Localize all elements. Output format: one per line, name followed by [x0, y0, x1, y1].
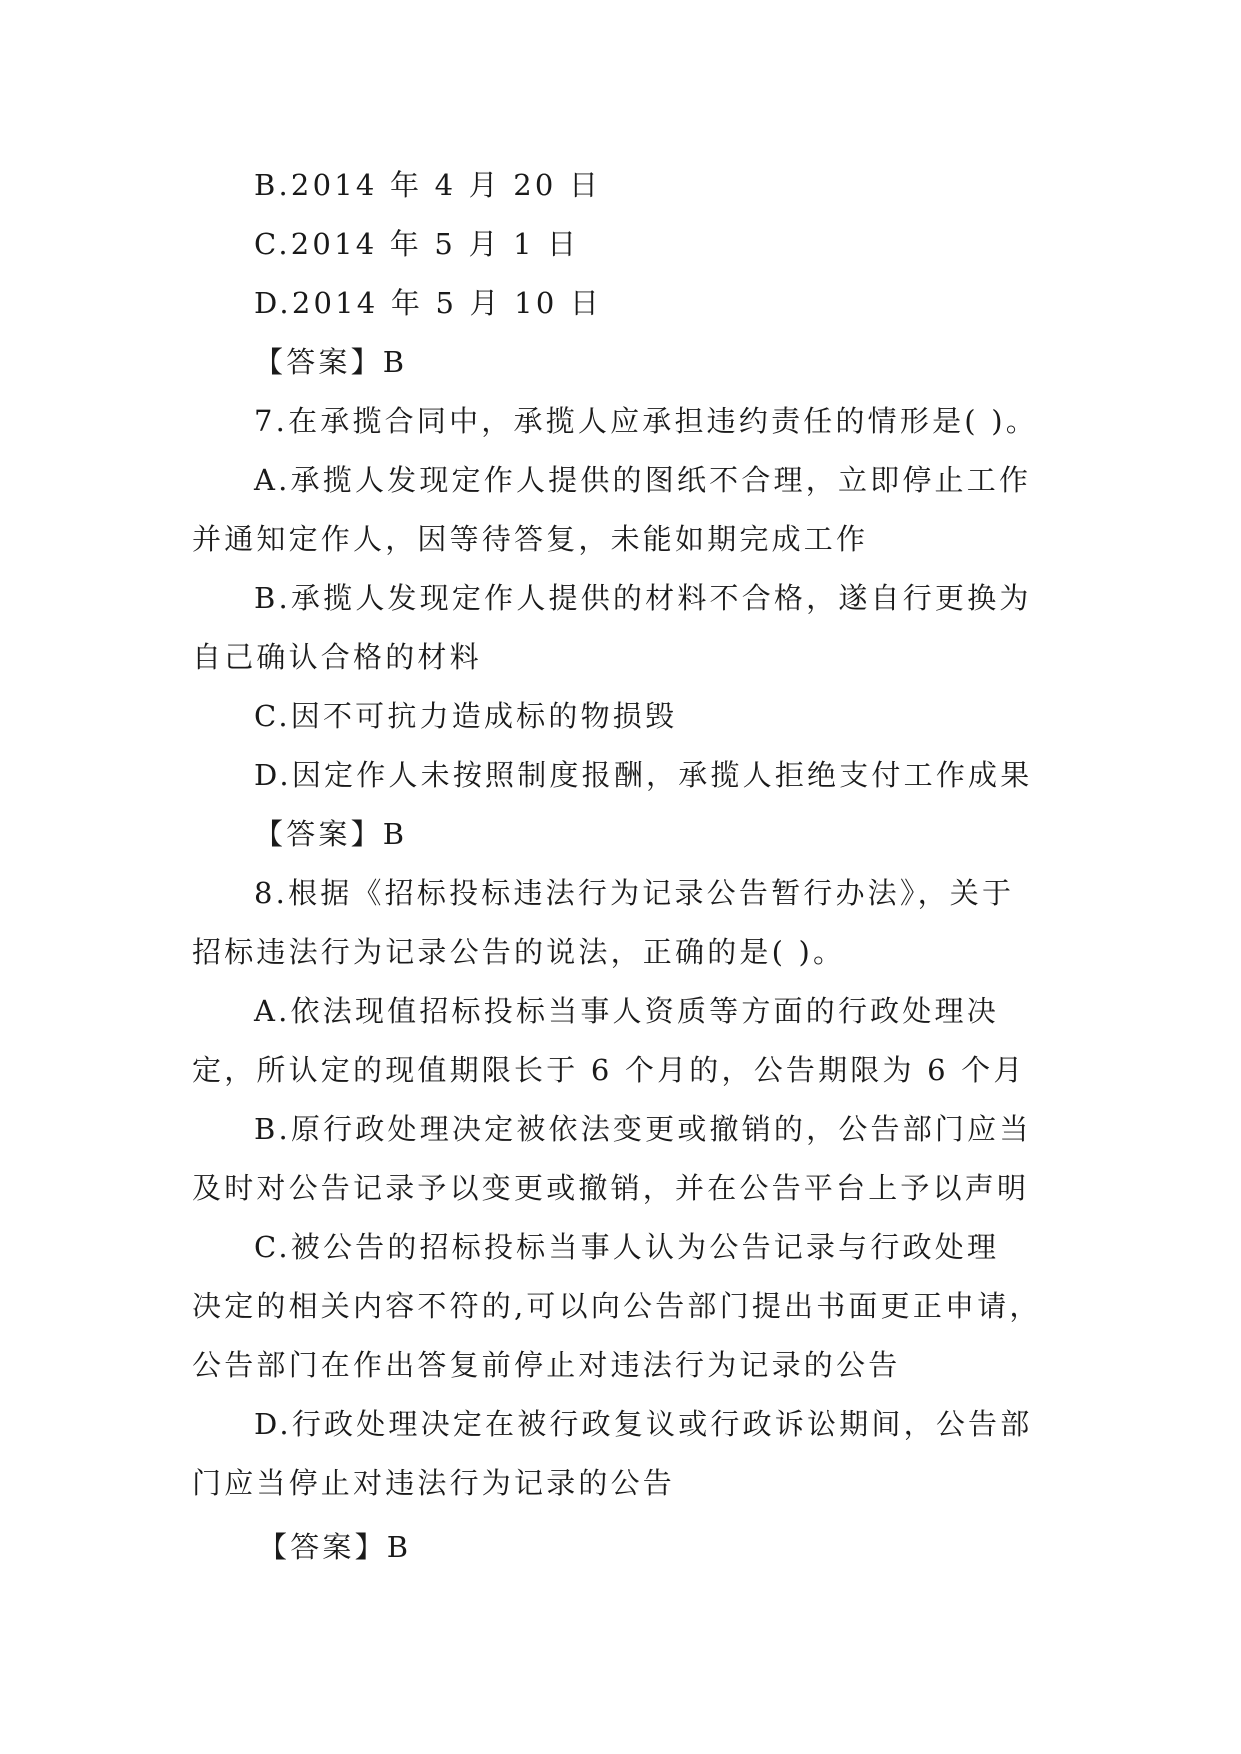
- option-a-q8: A.依法现值招标投标当事人资质等方面的行政处理决: [254, 994, 999, 1028]
- question-7: 7.在承揽合同中，承揽人应承担违约责任的情形是( )。: [254, 404, 1038, 438]
- option-c-q8-cont: 决定的相关内容不符的,可以向公告部门提出书面更正申请，: [192, 1289, 1042, 1323]
- option-b-q8-cont: 及时对公告记录予以变更或撤销，并在公告平台上予以声明: [192, 1171, 1030, 1205]
- option-b-q8: B.原行政处理决定被依法变更或撤销的，公告部门应当: [254, 1112, 1032, 1146]
- option-b-q7-cont: 自己确认合格的材料: [192, 640, 482, 674]
- option-d-q6: D.2014 年 5 月 10 日: [254, 286, 603, 320]
- answer-q7: 【答案】B: [254, 817, 408, 851]
- question-8-cont: 招标违法行为记录公告的说法，正确的是( )。: [192, 935, 846, 969]
- option-b-q6: B.2014 年 4 月 20 日: [254, 168, 602, 202]
- question-8: 8.根据《招标投标违法行为记录公告暂行办法》，关于: [254, 876, 1015, 910]
- option-c-q7: C.因不可抗力造成标的物损毁: [254, 699, 678, 733]
- option-a-q8-cont: 定，所认定的现值期限长于 6 个月的，公告期限为 6 个月: [192, 1053, 1026, 1087]
- answer-q6: 【答案】B: [254, 345, 408, 379]
- option-c-q6: C.2014 年 5 月 1 日: [254, 227, 580, 261]
- option-d-q8-cont: 门应当停止对违法行为记录的公告: [192, 1466, 676, 1500]
- option-a-q7-cont: 并通知定作人，因等待答复，未能如期完成工作: [192, 522, 869, 556]
- option-b-q7: B.承揽人发现定作人提供的材料不合格，遂自行更换为: [254, 581, 1032, 615]
- answer-q8: 【答案】B: [258, 1530, 412, 1564]
- option-a-q7: A.承揽人发现定作人提供的图纸不合理，立即停止工作: [254, 463, 1032, 497]
- option-c-q8-cont-2: 公告部门在作出答复前停止对违法行为记录的公告: [192, 1348, 901, 1382]
- option-d-q7: D.因定作人未按照制度报酬，承揽人拒绝支付工作成果: [254, 758, 1033, 792]
- option-d-q8: D.行政处理决定在被行政复议或行政诉讼期间，公告部: [254, 1407, 1033, 1441]
- option-c-q8: C.被公告的招标投标当事人认为公告记录与行政处理: [254, 1230, 1000, 1264]
